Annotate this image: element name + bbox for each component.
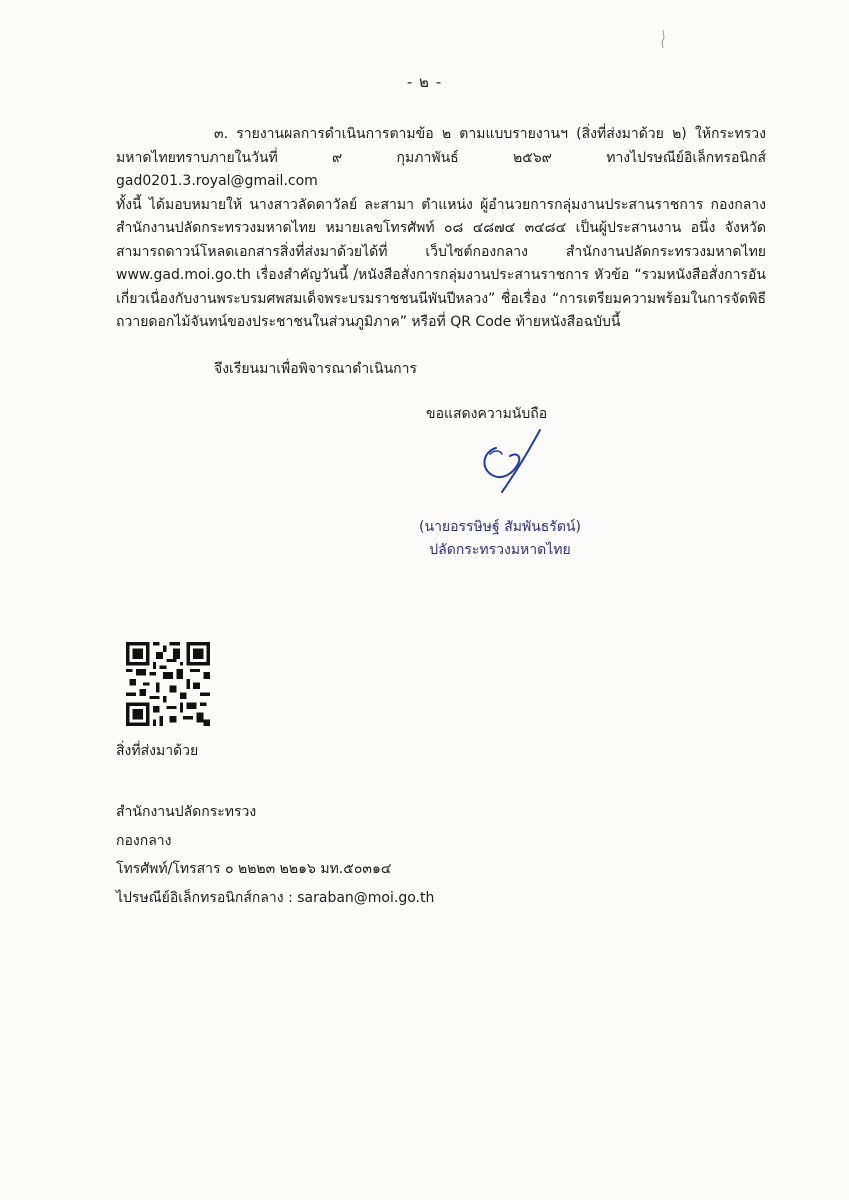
footer-email: ไปรษณีย์อิเล็กทรอนิกส์กลาง : saraban@moi.go.th [116, 889, 435, 906]
page-number: - ๒ - [406, 73, 443, 91]
signer-block [400, 516, 600, 562]
scan-artifact [656, 28, 670, 50]
footer-office: สำนักงานปลัดกระทรวง [116, 804, 257, 820]
qr-code-icon[interactable] [126, 642, 210, 726]
footer-phone: โทรศัพท์/โทรสาร ๐ ๒๒๒๓ ๒๒๑๖ มท.๕๐๓๑๔ [116, 861, 392, 877]
paragraph-coordinator: ทั้งนี้ ได้มอบหมายให้ นางสาวลัดดาวัลย์ ละสามา ตำแหน่ง ผู้อำนวยการกลุ่มงานประสานราชการ กองกลาง สำนักงานปลัดกระทรวงมหาดไทย หมายเลขโทรศัพท์ ๐๘ ๔๘๗๔ ๓๔๘๔ เป็นผู้ประสานงาน อนึ่ง จังหวัดสามารถดาวน์โหลดเอกสารสิ่งที่ส่งมาด้วยได้ที่ เว็บไซต์กองกลาง สำนักงานปลัดกระทรวงมหาดไทย www.gad.moi.go.th เรื่องสำคัญวันนี้ /หนังสือสั่งการกลุ่มงานประสานราชการ หัวข้อ “รวมหนังสือสั่งการอันเกี่ยวเนื่องกับงานพระบรมศพสมเด็จพระบรมราชชนนีพันปีหลวง” ชื่อเรื่อง “การเตรียมความพร้อมในการจัดพิธีถวายดอกไม้จันทน์ของประชาชนในส่วนภูมิภาค” หรือที่ QR Code ท้ายหนังสือฉบับนี้ [116, 196, 766, 330]
letter-body [116, 123, 766, 335]
signer-name: (นายอรรษิษฐ์ สัมพันธรัตน์) [419, 519, 581, 535]
regards-line: ขอแสดงความนับถือ [426, 406, 548, 422]
signer-position: ปลัดกระทรวงมหาดไทย [429, 542, 571, 558]
footer-contact [116, 798, 434, 912]
closing-line: จึงเรียนมาเพื่อพิจารณาดำเนินการ [214, 361, 418, 377]
footer-division: กองกลาง [116, 832, 172, 849]
enclosure-label: สิ่งที่ส่งมาด้วย [116, 743, 199, 759]
paragraph-item-3: ๓. รายงานผลการดำเนินการตามข้อ ๒ ตามแบบรายงานฯ (สิ่งที่ส่งมาด้วย ๒) ให้กระทรวงมหาดไทยทราบภายในวันที่ ๙ กุมภาพันธ์ ๒๕๖๙ ทางไปรษณีย์อิเล็กทรอนิกส์ gad0201.3.royal@gmail.com [116, 126, 766, 189]
signature [478, 426, 548, 496]
